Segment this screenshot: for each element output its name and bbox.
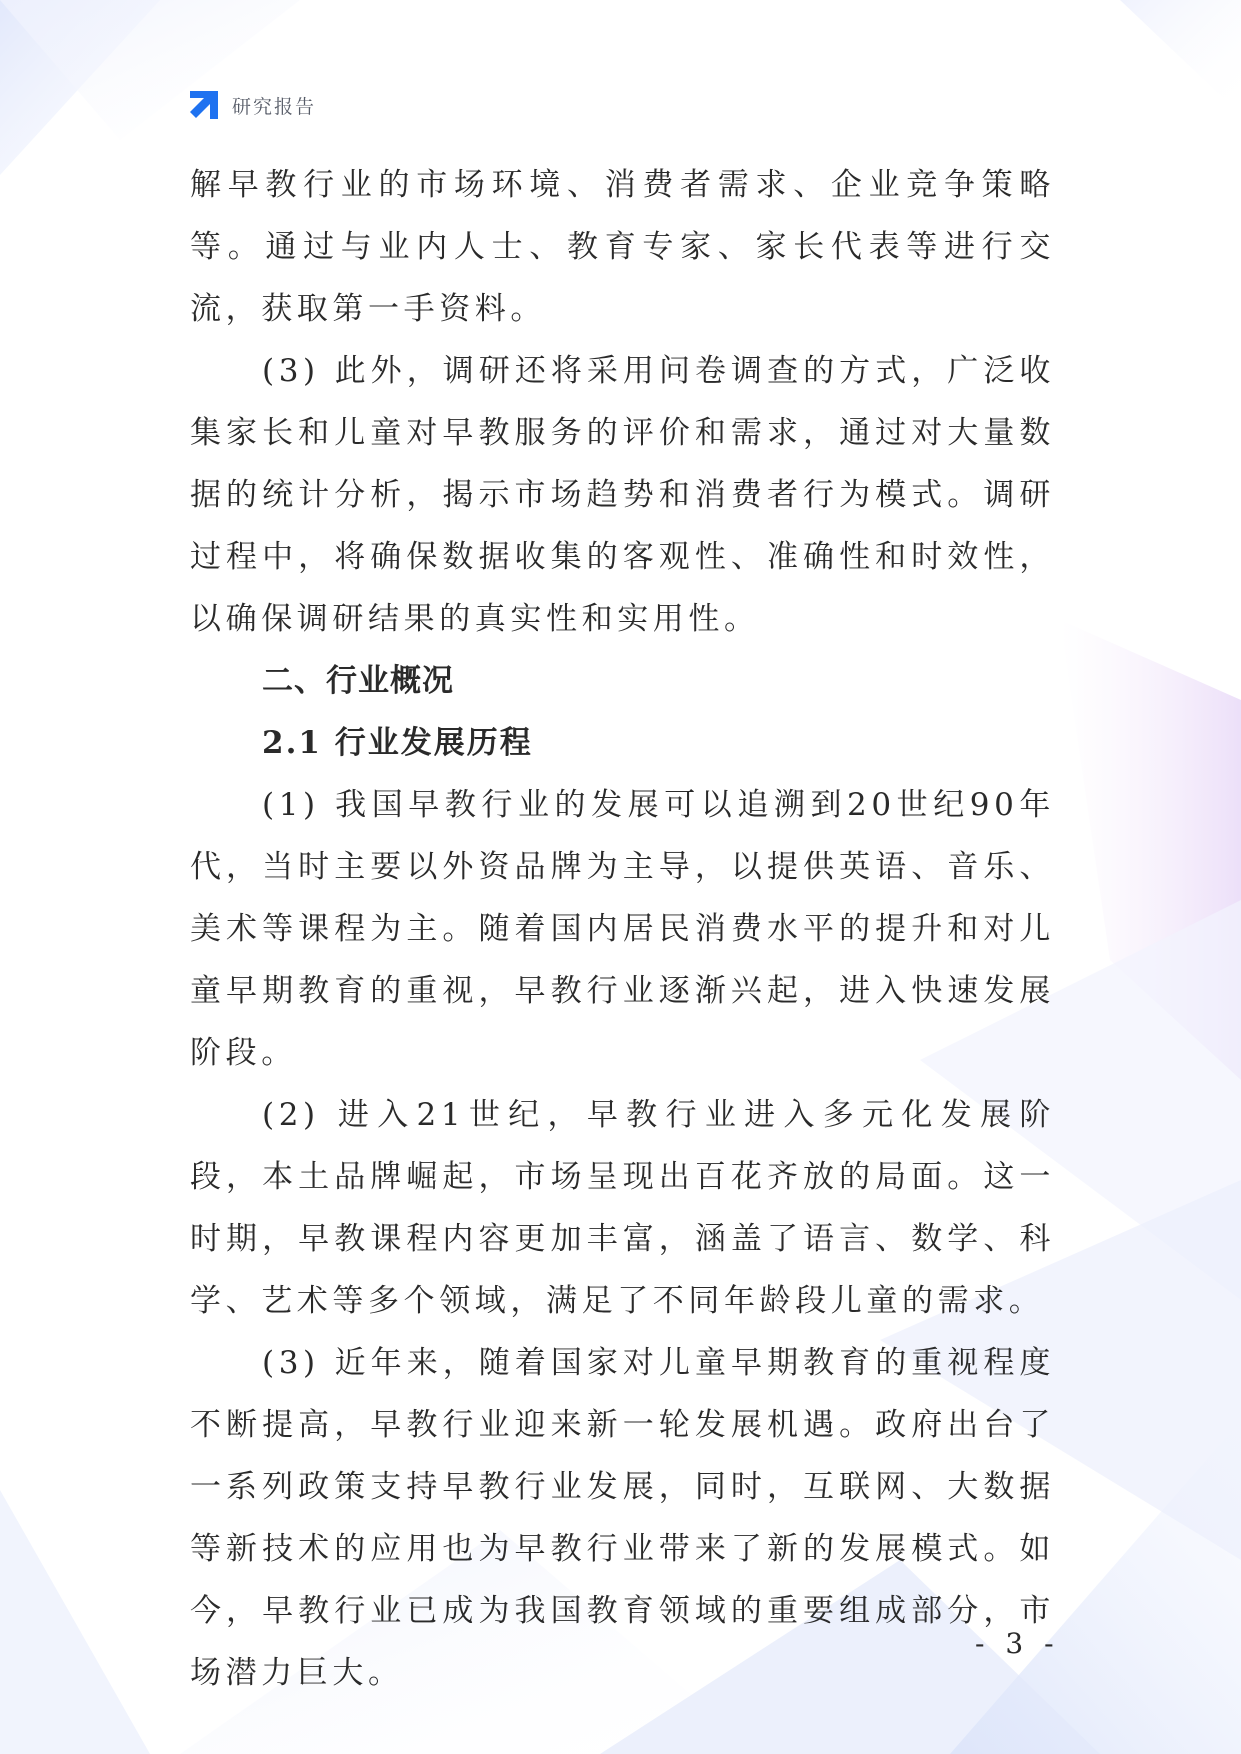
bg-shape	[0, 1490, 150, 1754]
section-heading: 二、行业概况	[262, 663, 454, 699]
body-paragraph: 解早教行业的市场环境、消费者需求、企业竞争策略等。通过与业内人士、教育专家、家长代表等进行交流，获取第一手资料。	[190, 167, 1055, 327]
header-title: 研究报告	[232, 95, 317, 118]
page-number: - 3 -	[975, 1627, 1060, 1660]
document-body	[190, 154, 1055, 1704]
body-paragraph: (1) 我国早教行业的发展可以追溯到20世纪90年代，当时主要以外资品牌为主导，以提供英语、音乐、美术等课程为主。随着国内居民消费水平的提升和对儿童早期教育的重视，早教行业逐渐兴起，进入快速发展阶段。	[190, 787, 1055, 1071]
subsection-heading: 2.1 行业发展历程	[262, 725, 533, 761]
bg-shape	[1120, 0, 1241, 115]
blue-arrow-icon	[187, 88, 221, 122]
body-paragraph: (3) 近年来，随着国家对儿童早期教育的重视程度不断提高，早教行业迎来新一轮发展机遇。政府出台了一系列政策支持早教行业发展，同时，互联网、大数据等新技术的应用也为早教行业带来了新的发展模式。如今，早教行业已成为我国教育领域的重要组成部分，市场潜力巨大。	[190, 1345, 1055, 1691]
report-header	[187, 88, 316, 122]
body-paragraph: (2) 进入21世纪，早教行业进入多元化发展阶段，本土品牌崛起，市场呈现出百花齐放的局面。这一时期，早教课程内容更加丰富，涵盖了语言、数学、科学、艺术等多个领域，满足了不同年龄段儿童的需求。	[190, 1097, 1055, 1319]
body-paragraph: (3) 此外，调研还将采用问卷调查的方式，广泛收集家长和儿童对早教服务的评价和需求，通过对大量数据的统计分析，揭示市场趋势和消费者行为模式。调研过程中，将确保数据收集的客观性、准确性和时效性，以确保调研结果的真实性和实用性。	[190, 353, 1055, 637]
